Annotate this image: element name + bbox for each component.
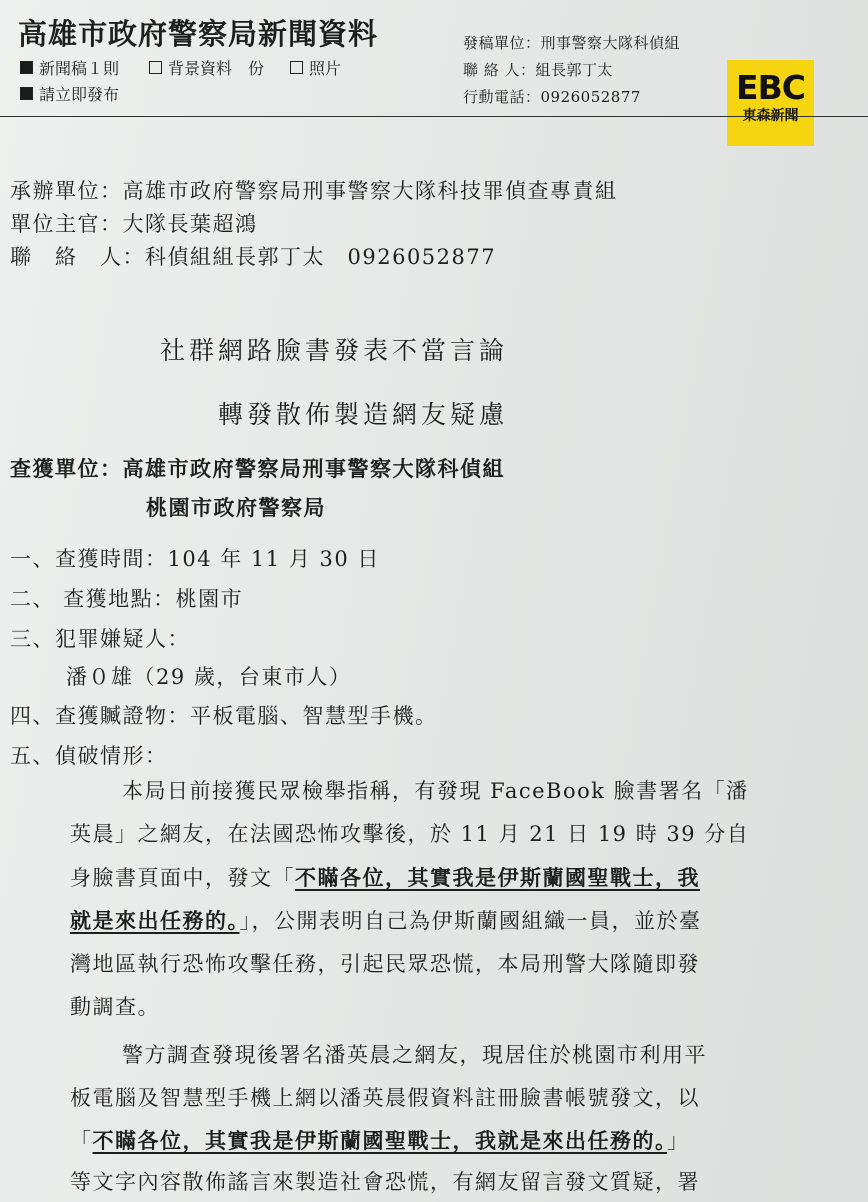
body-p2-line-1: 警方調查發現後署名潘英晨之網友，現居住於桃園市利用平 bbox=[122, 1043, 707, 1067]
body-p1-line-1: 本局日前接獲民眾檢舉指稱，有發現 FaceBook 臉書署名「潘 bbox=[122, 779, 749, 803]
checkbox-news-release-label: 新聞稿１則 bbox=[39, 59, 120, 78]
info-handling-unit: 承辦單位：高雄市政府警察局刑事警察大隊科技罪偵查專責組 bbox=[10, 179, 618, 203]
item-suspect: 潘０雄（29 歲，台東市人） bbox=[66, 665, 352, 689]
meta-contact: 聯 絡 人：組長郭丁太 bbox=[463, 61, 614, 79]
seizing-unit-line-2: 桃園市政府警察局 bbox=[146, 495, 326, 520]
body-p1-line-2: 英晨」之網友，在法國恐怖攻擊後，於 11 月 21 日 19 時 39 分自 bbox=[70, 822, 750, 846]
body-p2-line-2: 板電腦及智慧型手機上網以潘英晨假資料註冊臉書帳號發文，以 bbox=[70, 1086, 700, 1110]
headline-line-2: 轉發散佈製造網友疑慮 bbox=[218, 400, 509, 429]
checkbox-news-release bbox=[20, 61, 33, 74]
checkbox-background bbox=[149, 61, 162, 74]
headline-line-1: 社群網路臉書發表不當言論 bbox=[160, 336, 509, 365]
attachment-checkboxes bbox=[20, 56, 341, 79]
ebc-news-logo: EBC 東森新聞 bbox=[727, 60, 814, 146]
body-p1-line-4: 就是來出任務的。」，公開表明自己為伊斯蘭國組織一員，並於臺 bbox=[70, 908, 702, 933]
quoted-post-end: 就是來出任務的。 bbox=[70, 908, 240, 933]
body-p2-line-3: 「不瞞各位，其實我是伊斯蘭國聖戰士，我就是來出任務的。」 bbox=[70, 1128, 690, 1153]
seizing-unit bbox=[10, 453, 505, 483]
info-unit-head: 單位主官：大隊長葉超鴻 bbox=[10, 212, 258, 236]
seizing-unit-line-1: 高雄市政府警察局刑事警察大隊科偵組 bbox=[122, 456, 505, 481]
checkbox-photo-label: 照片 bbox=[309, 59, 342, 78]
item-time: 一、查獲時間：104 年 11 月 30 日 bbox=[10, 547, 380, 571]
checkbox-release-now bbox=[20, 87, 33, 100]
press-release-title: 高雄市政府警察局新聞資料 bbox=[18, 17, 379, 51]
item-evidence: 四、查獲贓證物：平板電腦、智慧型手機。 bbox=[10, 704, 438, 728]
item-location: 二、 查獲地點：桃園市 bbox=[10, 587, 244, 611]
checkbox-background-label: 背景資料 份 bbox=[168, 59, 265, 78]
body-p1-line-5: 灣地區執行恐怖攻擊任務，引起民眾恐慌，本局刑警大隊隨即發 bbox=[70, 952, 700, 976]
checkbox-photo bbox=[290, 61, 303, 74]
meta-phone: 行動電話：0926052877 bbox=[463, 88, 641, 106]
body-p1-line-6: 動調查。 bbox=[70, 995, 160, 1019]
info-contact: 聯 絡 人：科偵組組長郭丁太 0926052877 bbox=[10, 245, 497, 269]
seizing-unit-label: 查獲單位： bbox=[10, 456, 123, 481]
item-case-heading: 五、偵破情形： bbox=[10, 744, 168, 768]
quoted-post-repeat: 不瞞各位，其實我是伊斯蘭國聖戰士，我就是來出任務的。 bbox=[92, 1128, 667, 1153]
meta-issuer: 發稿單位：刑事警察大隊科偵組 bbox=[463, 34, 681, 52]
release-label: 請立即發布 bbox=[39, 85, 120, 104]
item-suspect-heading: 三、犯罪嫌疑人： bbox=[10, 627, 190, 651]
body-p1-line-3: 身臉書頁面中，發文「不瞞各位，其實我是伊斯蘭國聖戰士，我 bbox=[70, 865, 700, 890]
header-divider bbox=[0, 116, 868, 117]
release-instruction bbox=[20, 82, 119, 105]
quoted-post: 不瞞各位，其實我是伊斯蘭國聖戰士，我 bbox=[295, 865, 700, 890]
body-p2-line-4: 等文字內容散佈謠言來製造社會恐慌，有網友留言發文質疑，署 bbox=[70, 1170, 700, 1194]
